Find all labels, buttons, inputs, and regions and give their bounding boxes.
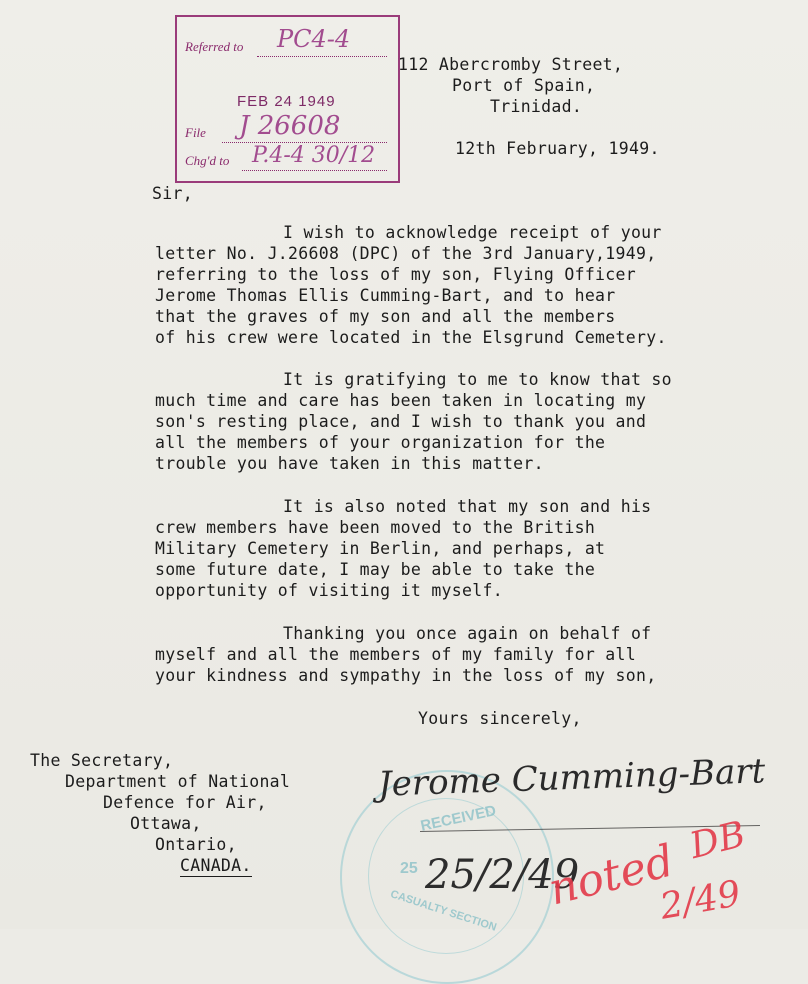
red-note-line-1: noted (543, 835, 680, 916)
body-line: trouble you have taken in this matter. (155, 454, 544, 473)
file-value: J 26608 (239, 111, 341, 141)
recipient-line-3: Defence for Air, (103, 793, 267, 812)
closing: Yours sincerely, (418, 709, 582, 728)
recipient-line-5: Ontario, (155, 835, 237, 854)
body-line: all the members of your organization for the (155, 433, 606, 452)
referred-value: PC4-4 (277, 25, 351, 53)
file-label: File (185, 125, 206, 140)
recipient-line-1: The Secretary, (30, 751, 174, 770)
body-line: It is also noted that my son and his (283, 497, 652, 516)
body-line: myself and all the members of my family for all (155, 645, 636, 664)
recipient-line-6: CANADA. (180, 856, 252, 875)
referral-stamp (175, 15, 400, 183)
received-stamp-bottom: CASUALTY SECTION (388, 888, 498, 934)
body-line: crew members have been moved to the British (155, 518, 596, 537)
body-line: Thanking you once again on behalf of (283, 624, 652, 643)
body-line: some future date, I may be able to take the (155, 560, 596, 579)
red-note-line-3: 2/49 (657, 873, 744, 928)
received-handwritten-date: 25/2/49 (425, 852, 580, 898)
body-line: referring to the loss of my son, Flying Officer (155, 265, 636, 284)
signature: Jerome Cumming-Bart (377, 751, 766, 805)
letter-date: 12th February, 1949. (455, 139, 660, 158)
body-line: I wish to acknowledge receipt of your (283, 223, 662, 242)
referred-label: Referred to (185, 39, 244, 54)
chgd-line (242, 169, 387, 171)
body-line: letter No. J.26608 (DPC) of the 3rd January,1949, (155, 244, 657, 263)
received-stamp-top: RECEIVED (419, 802, 498, 835)
received-stamp-day: 25 (400, 860, 418, 877)
body-line: son's resting place, and I wish to thank you and (155, 412, 647, 431)
recipient-line-4: Ottawa, (130, 814, 202, 833)
address-line-2: Port of Spain, (452, 76, 596, 95)
body-line: Military Cemetery in Berlin, and perhaps, at (155, 539, 606, 558)
referred-line (257, 55, 387, 57)
body-line: opportunity of visiting it myself. (155, 581, 503, 600)
stamp-date: FEB 24 1949 (237, 93, 336, 110)
body-line: of his crew were located in the Elsgrund Cemetery. (155, 328, 667, 347)
address-line-1: 112 Abercromby Street, (398, 55, 624, 74)
body-line: your kindness and sympathy in the loss of my son, (155, 666, 657, 685)
body-line: that the graves of my son and all the members (155, 307, 616, 326)
body-line: Jerome Thomas Ellis Cumming-Bart, and to hear (155, 286, 616, 305)
body-line: much time and care has been taken in locating my (155, 391, 647, 410)
chgd-label: Chg'd to (185, 153, 230, 168)
chgd-value: P.4-4 30/12 (252, 143, 376, 168)
body-line: It is gratifying to me to know that so (283, 370, 672, 389)
red-note-line-2: DB (685, 813, 750, 868)
recipient-line-2: Department of National (65, 772, 291, 791)
salutation: Sir, (152, 184, 193, 203)
address-line-3: Trinidad. (490, 97, 583, 116)
